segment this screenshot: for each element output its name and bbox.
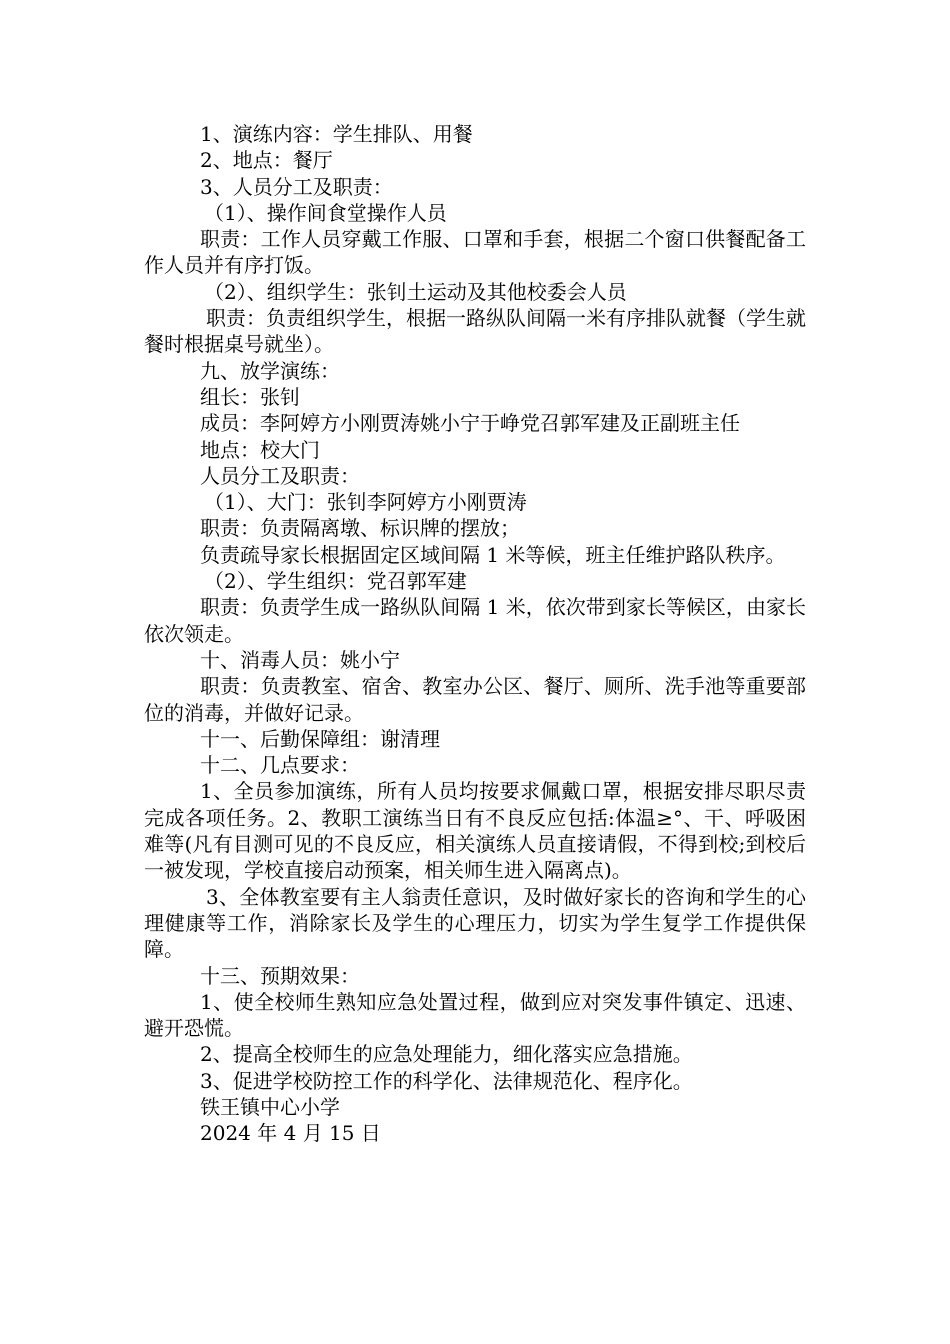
- paragraph: 2、提高全校师生的应急处理能力，细化落实应急措施。: [200, 1042, 693, 1067]
- paragraph: 地点：校大门: [200, 437, 320, 462]
- paragraph: 职责：负责组织学生，根据一路纵队间隔一米有序排队就餐（学生就餐时根据桌号就坐）。: [144, 306, 806, 357]
- paragraph: 职责：负责隔离墩、标识牌的摆放；: [200, 516, 520, 541]
- paragraph: 职责：负责教室、宿舍、教室办公区、餐厅、厕所、洗手池等重要部位的消毒，并做好记录。: [144, 674, 806, 725]
- paragraph: 组长：张钊: [200, 384, 300, 409]
- paragraph: （2）、组织学生：张钊土运动及其他校委会人员: [204, 279, 627, 304]
- document-body: [144, 121, 806, 1147]
- paragraph: 1、演练内容：学生排队、用餐: [200, 122, 473, 146]
- paragraph: 九、放学演练：: [200, 358, 340, 383]
- paragraph: 负责疏导家长根据固定区域间隔 1 米等候，班主任维护路队秩序。: [200, 542, 786, 567]
- paragraph: 3、全体教室要有主人翁责任意识，及时做好家长的咨询和学生的心理健康等工作，消除家长及学生的心理压力，切实为学生复学工作提供保障。: [144, 884, 806, 962]
- paragraph: 铁王镇中心小学: [200, 1094, 340, 1119]
- paragraph: 3、人员分工及职责：: [200, 174, 393, 199]
- paragraph: 职责：负责学生成一路纵队间隔 1 米，依次带到家长等候区，由家长依次领走。: [144, 595, 806, 646]
- paragraph: 十、消毒人员：姚小宁: [200, 647, 400, 672]
- paragraph: （2）、学生组织：党召郭军建: [204, 569, 467, 594]
- paragraph: 2、地点：餐厅: [200, 148, 333, 173]
- paragraph: 2024 年 4 月 15 日: [200, 1121, 381, 1146]
- paragraph: 人员分工及职责：: [200, 463, 360, 488]
- paragraph: 1、使全校师生熟知应急处置过程，做到应对突发事件镇定、迅速、避开恐慌。: [144, 989, 806, 1041]
- paragraph: 1、全员参加演练，所有人员均按要求佩戴口罩，根据安排尽职尽责完成各项任务。2、教职工演练当日有不良反应包括:体温≥°、干、呼吸困难等(凡有目测可见的不良反应，相关演练人员直接请假，不得到校;到校后一被发现，学校直接启动预案，相关师生进入隔离点)。: [144, 779, 806, 883]
- paragraph: （1）、操作间食堂操作人员: [204, 200, 447, 225]
- paragraph: 十二、几点要求：: [200, 753, 360, 778]
- paragraph: （1）、大门：张钊李阿婷方小刚贾涛: [204, 490, 527, 515]
- paragraph: 职责：工作人员穿戴工作服、口罩和手套，根据二个窗口供餐配备工作人员并有序打饭。: [144, 227, 806, 278]
- paragraph: 十三、预期效果：: [200, 963, 360, 988]
- paragraph: 3、促进学校防控工作的科学化、法律规范化、程序化。: [200, 1068, 693, 1093]
- paragraph: 成员：李阿婷方小刚贾涛姚小宁于峥党召郭军建及正副班主任: [200, 411, 740, 436]
- paragraph: 十一、后勤保障组：谢清理: [200, 726, 440, 751]
